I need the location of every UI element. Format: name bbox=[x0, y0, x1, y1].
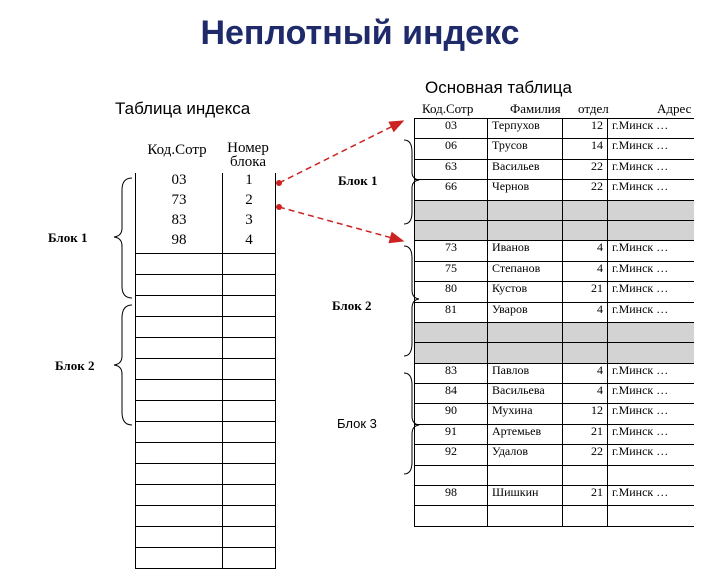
addr-cell: г.Минск … bbox=[608, 404, 695, 424]
index-key-cell: 83 bbox=[136, 213, 223, 233]
index-block-cell: 2 bbox=[223, 193, 276, 213]
index-key-cell: 03 bbox=[136, 173, 223, 193]
main-block-2-brace bbox=[404, 246, 419, 356]
key-cell: 80 bbox=[415, 282, 488, 302]
name-cell: Чернов bbox=[488, 180, 563, 200]
name-cell: Удалов bbox=[488, 445, 563, 465]
dept-cell: 4 bbox=[563, 261, 608, 281]
pointer-dot-1 bbox=[276, 180, 282, 186]
name-cell: Кустов bbox=[488, 282, 563, 302]
dept-cell: 12 bbox=[563, 404, 608, 424]
key-cell: 92 bbox=[415, 445, 488, 465]
index-block-label-1: Блок 1 bbox=[48, 230, 88, 245]
pointer-dot-2 bbox=[276, 204, 282, 210]
name-cell: Степанов bbox=[488, 261, 563, 281]
name-cell: Терпухов bbox=[488, 119, 563, 139]
index-empty-row bbox=[136, 548, 276, 569]
dept-cell: 14 bbox=[563, 139, 608, 159]
addr-cell: г.Минск … bbox=[608, 282, 695, 302]
main-block-1-brace bbox=[404, 140, 419, 224]
main-header-addr: Адрес bbox=[657, 101, 692, 116]
addr-cell: г.Минск … bbox=[608, 363, 695, 383]
dept-cell: 12 bbox=[563, 119, 608, 139]
key-cell: 90 bbox=[415, 404, 488, 424]
key-cell: 73 bbox=[415, 241, 488, 261]
name-cell: Мухина bbox=[488, 404, 563, 424]
name-cell: Трусов bbox=[488, 139, 563, 159]
index-block-cell: 1 bbox=[223, 173, 276, 193]
name-cell: Артемьев bbox=[488, 424, 563, 444]
key-cell: 84 bbox=[415, 384, 488, 404]
addr-cell: г.Минск … bbox=[608, 384, 695, 404]
index-header-block: Номер блока bbox=[227, 140, 269, 170]
addr-cell: г.Минск … bbox=[608, 241, 695, 261]
name-cell: Павлов bbox=[488, 363, 563, 383]
index-block-1-brace bbox=[114, 178, 132, 298]
key-cell: 63 bbox=[415, 159, 488, 179]
main-block-label-1: Блок 1 bbox=[338, 173, 378, 188]
index-block-cell: 4 bbox=[223, 233, 276, 254]
addr-cell: г.Минск … bbox=[608, 159, 695, 179]
index-header-key: Код.Сотр bbox=[147, 142, 207, 158]
index-block-label-2: Блок 2 bbox=[55, 358, 95, 373]
addr-cell: г.Минск … bbox=[608, 486, 695, 506]
index-block-2-brace bbox=[114, 305, 132, 425]
main-block-3-brace bbox=[404, 373, 419, 474]
name-cell: Васильев bbox=[488, 159, 563, 179]
index-table-caption: Таблица индекса bbox=[115, 99, 251, 118]
dept-cell: 21 bbox=[563, 486, 608, 506]
key-cell: 66 bbox=[415, 180, 488, 200]
index-key-cell: 98 bbox=[136, 233, 223, 254]
key-cell: 91 bbox=[415, 424, 488, 444]
name-cell: Иванов bbox=[488, 241, 563, 261]
main-header-name: Фамилия bbox=[510, 101, 561, 116]
dept-cell: 4 bbox=[563, 363, 608, 383]
dept-cell: 4 bbox=[563, 241, 608, 261]
addr-cell: г.Минск … bbox=[608, 445, 695, 465]
name-cell: Уваров bbox=[488, 302, 563, 322]
pointer-arrow-block-2 bbox=[279, 207, 403, 241]
dept-cell: 22 bbox=[563, 159, 608, 179]
key-cell: 03 bbox=[415, 119, 488, 139]
key-cell: 98 bbox=[415, 486, 488, 506]
name-cell: Васильева bbox=[488, 384, 563, 404]
main-block-label-3: Блок 3 bbox=[337, 416, 377, 431]
addr-cell: г.Минск … bbox=[608, 139, 695, 159]
key-cell: 81 bbox=[415, 302, 488, 322]
main-header-dept: отдел bbox=[578, 101, 609, 116]
key-cell: 06 bbox=[415, 139, 488, 159]
key-cell: 83 bbox=[415, 363, 488, 383]
dept-cell: 21 bbox=[563, 282, 608, 302]
addr-cell: г.Минск … bbox=[608, 261, 695, 281]
dept-cell: 21 bbox=[563, 424, 608, 444]
dept-cell: 22 bbox=[563, 180, 608, 200]
index-block-cell: 3 bbox=[223, 213, 276, 233]
key-cell: 75 bbox=[415, 261, 488, 281]
addr-cell: г.Минск … bbox=[608, 424, 695, 444]
main-block-label-2: Блок 2 bbox=[332, 298, 372, 313]
pointer-arrow-block-1 bbox=[279, 121, 403, 183]
addr-cell: г.Минск … bbox=[608, 119, 695, 139]
dept-cell: 4 bbox=[563, 384, 608, 404]
name-cell: Шишкин bbox=[488, 486, 563, 506]
dept-cell: 22 bbox=[563, 445, 608, 465]
main-table-caption: Основная таблица bbox=[425, 78, 572, 97]
addr-cell: г.Минск … bbox=[608, 302, 695, 322]
page-title: Неплотный индекс bbox=[200, 14, 520, 52]
index-key-cell: 73 bbox=[136, 193, 223, 213]
addr-cell: г.Минск … bbox=[608, 180, 695, 200]
dept-cell: 4 bbox=[563, 302, 608, 322]
main-header-key: Код.Сотр bbox=[422, 101, 474, 116]
